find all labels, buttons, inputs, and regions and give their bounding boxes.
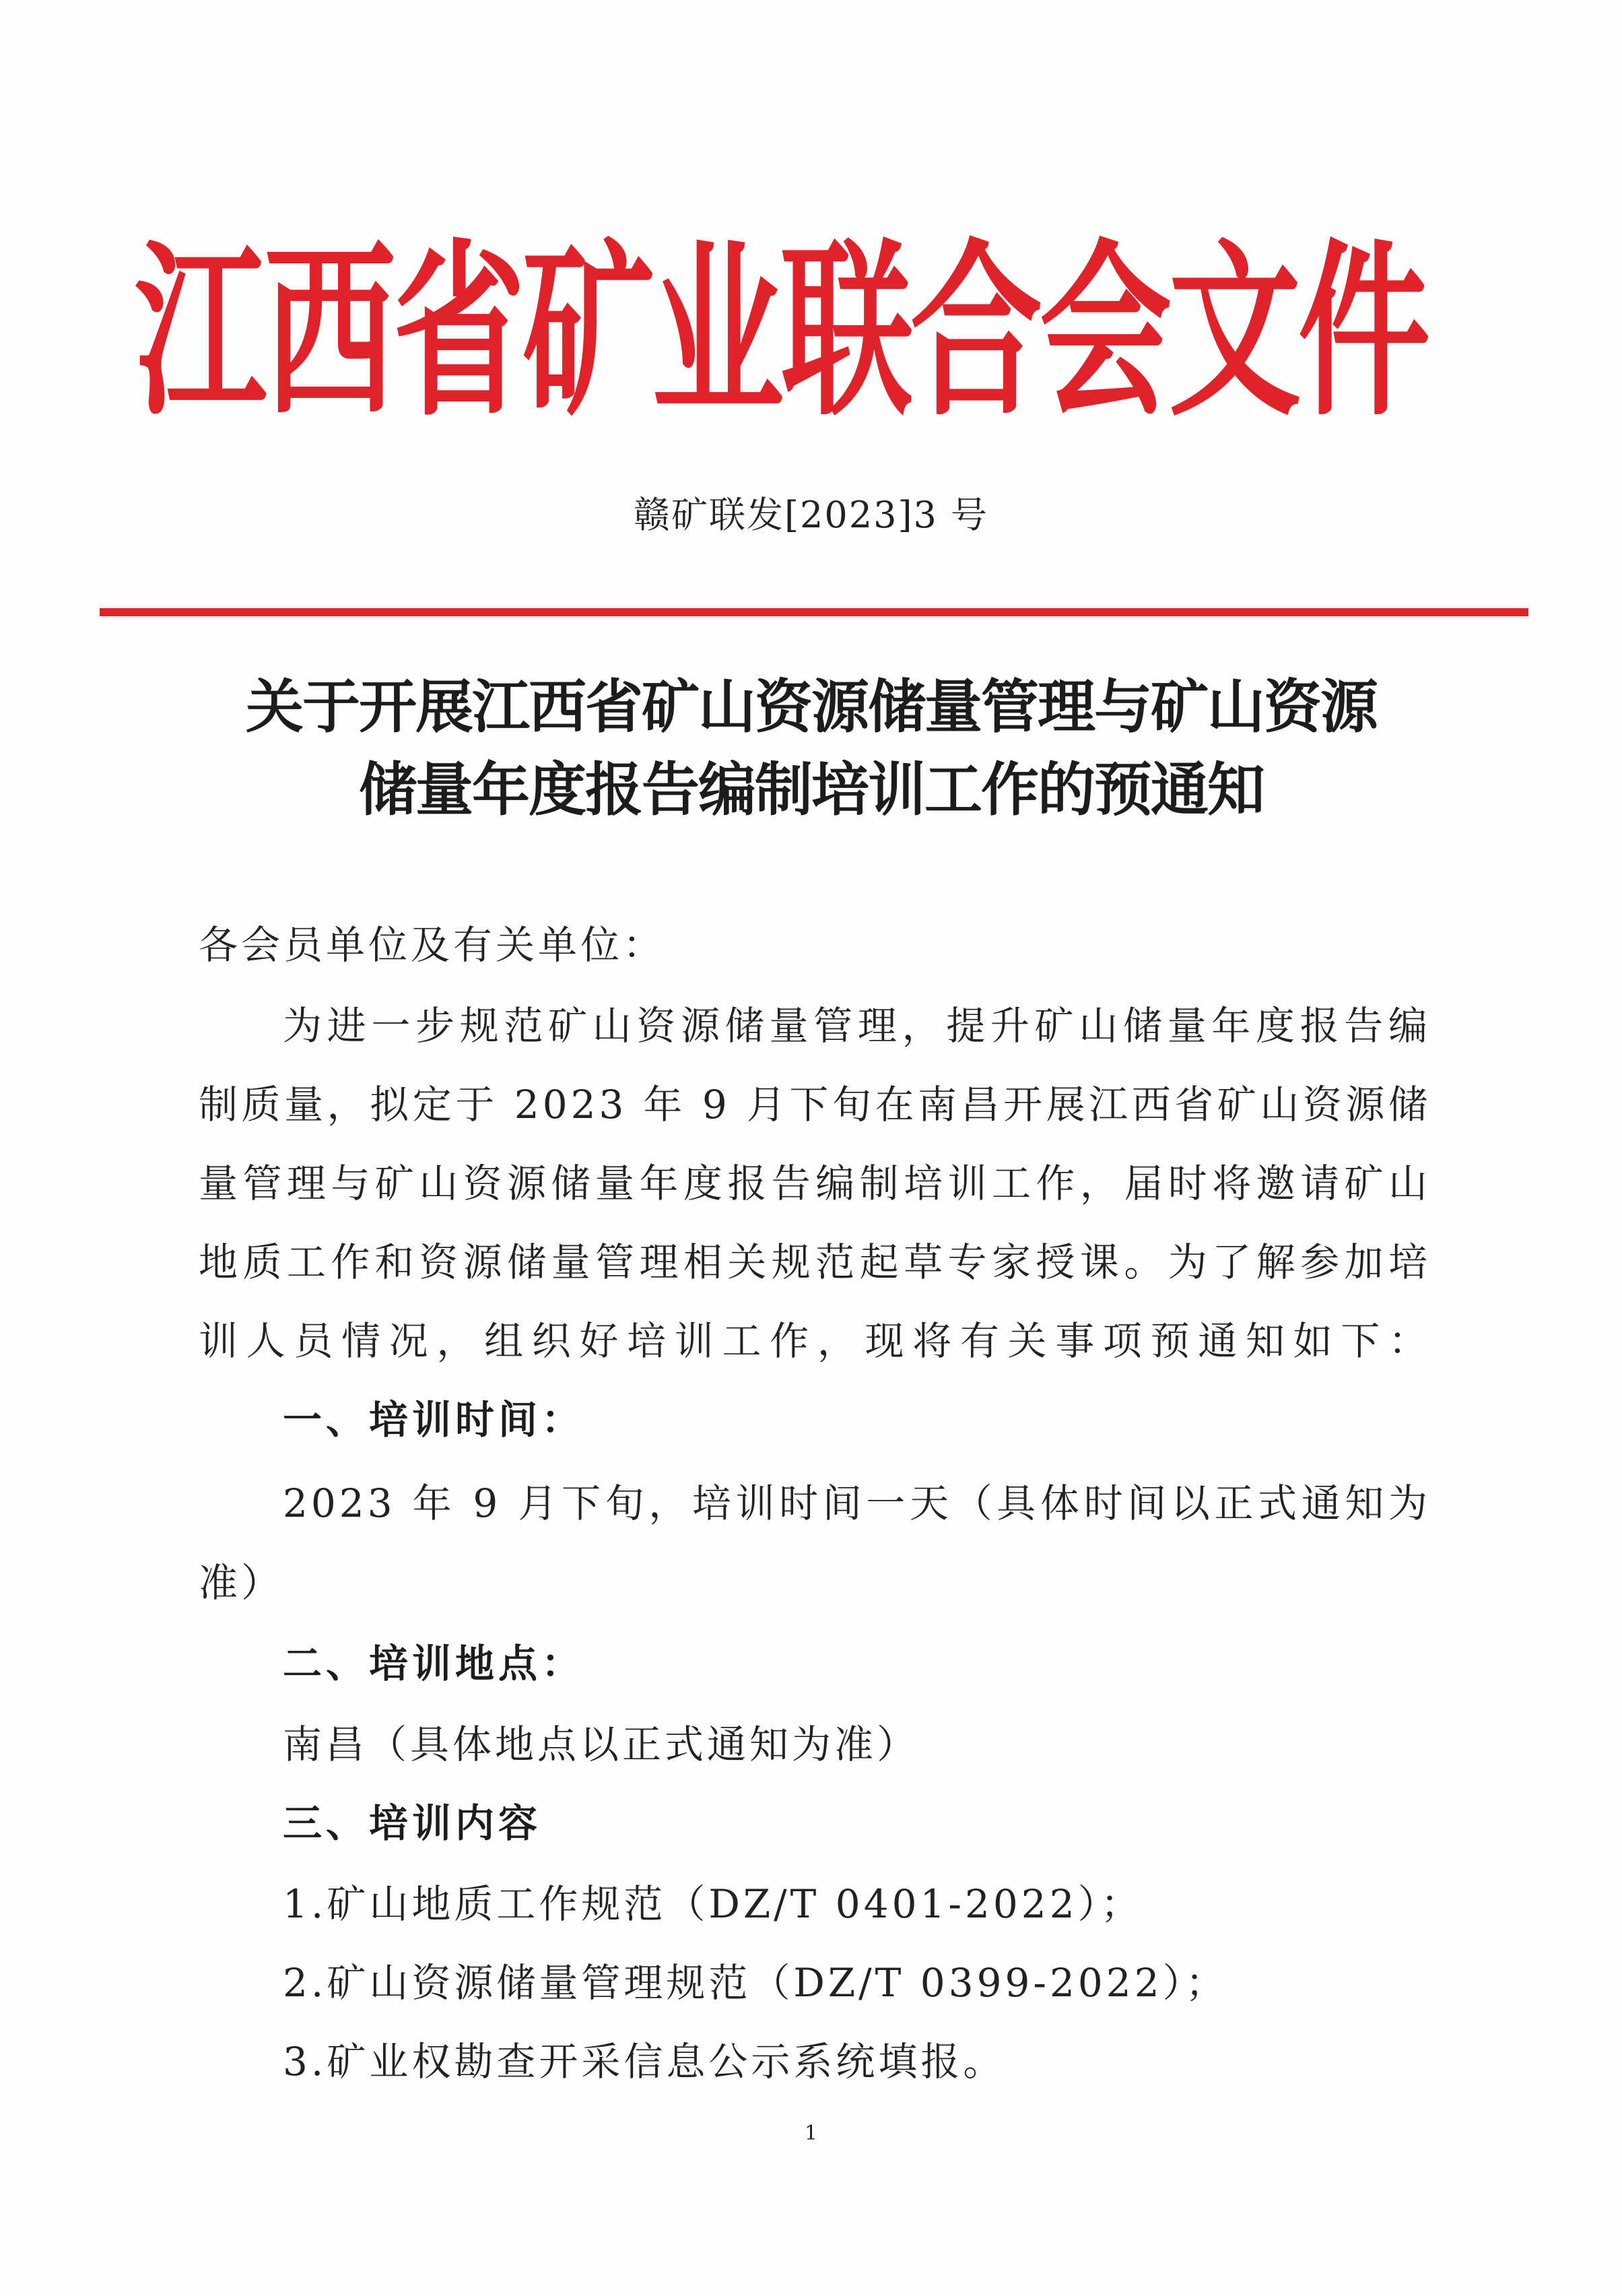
intro-line: 训人员情况，组织好培训工作，现将有关事项预通知如下： [199,1318,1431,1364]
content-list-item: 3.矿业权勘查开采信息公示系统填报。 [283,2039,1006,2085]
content-list-item: 2.矿山资源储量管理规范（DZ/T 0399-2022）； [283,1960,1228,2006]
document-number: 赣矿联发[2023]3 号 [633,494,989,536]
section-text: 南昌（具体地点以正式通知为准） [283,1721,920,1767]
red-divider [100,608,1528,616]
intro-line: 量管理与矿山资源储量年度报告编制培训工作，届时将邀请矿山 [199,1160,1431,1206]
org-title: 江西省矿业联合会文件 [134,222,1427,442]
section-heading-content: 三、培训内容 [283,1800,542,1846]
intro-line: 为进一步规范矿山资源储量管理，提升矿山储量年度报告编 [283,1003,1431,1049]
notice-title-line-2: 储量年度报告编制培训工作的预通知 [359,756,1264,824]
notice-title-line-1: 关于开展江西省矿山资源储量管理与矿山资源 [246,674,1377,741]
intro-line: 制质量，拟定于 2023 年 9 月下旬在南昌开展江西省矿山资源储 [199,1082,1431,1127]
section-text: 2023 年 9 月下旬，培训时间一天（具体时间以正式通知为 [283,1480,1431,1526]
intro-line: 地质工作和资源储量管理相关规范起草专家授课。为了解参加培 [199,1239,1431,1285]
salutation: 各会员单位及有关单位： [199,922,666,968]
page-number: 1 [804,2122,818,2145]
section-heading-location: 二、培训地点： [283,1641,585,1686]
section-heading-time: 一、培训时间： [283,1397,585,1443]
content-list-item: 1.矿山地质工作规范（DZ/T 0401-2022）； [283,1881,1143,1927]
document-header [94,202,1468,442]
section-text: 准） [199,1560,284,1606]
